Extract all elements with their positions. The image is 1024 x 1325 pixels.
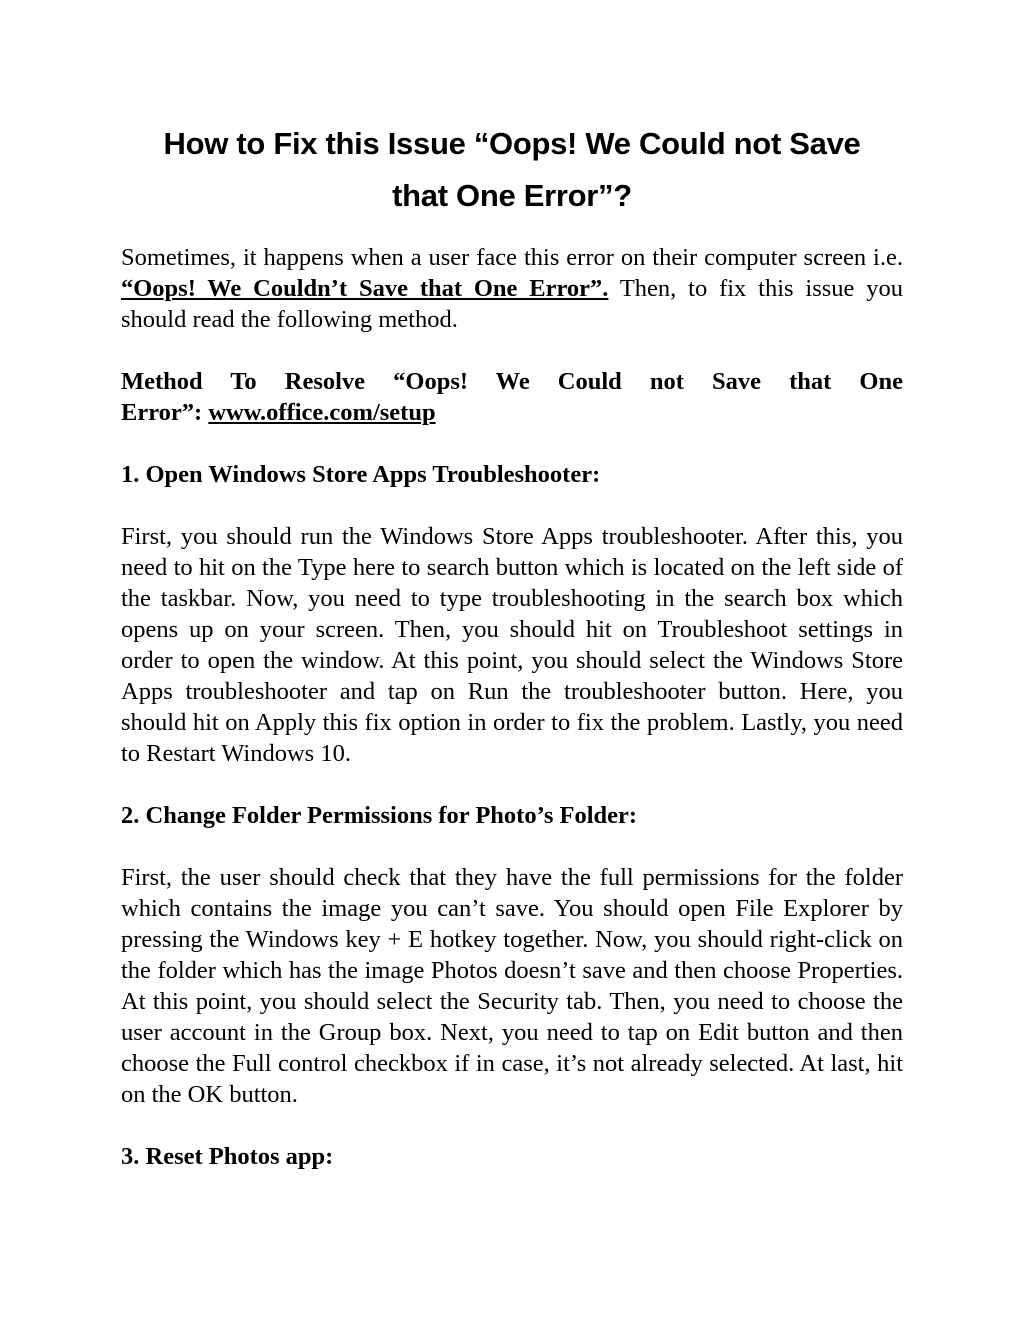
document-page xyxy=(121,118,903,1172)
title-line-2: that One Error”? xyxy=(392,178,632,213)
office-setup-link[interactable]: www.office.com/setup xyxy=(208,399,436,426)
section-heading-2: 2. Change Folder Permissions for Photo’s Folder: xyxy=(121,802,638,829)
title-line-1: How to Fix this Issue “Oops! We Could not Save xyxy=(163,126,861,161)
intro-highlight: “Oops! We Couldn’t Save that One Error”. xyxy=(121,275,609,302)
method-heading-prefix: Error”: xyxy=(121,399,203,426)
section-heading-3: 3. Reset Photos app: xyxy=(121,1143,334,1170)
method-heading xyxy=(121,366,903,428)
section-body-1: First, you should run the Windows Store Apps troubleshooter. After this, you need to hit on the Type here to search button which is located on the left side of the taskbar. Now, you need to type troubleshooting in the search box which opens up on your screen. Then, you should hit on Troubleshoot settings in order to open the window. At this point, you should select the Windows Store Apps troubleshooter and tap on Run the troubleshooter button. Here, you should hit on Apply this fix option in order to fix the problem. Lastly, you need to Restart Windows 10. xyxy=(121,523,903,767)
page-title xyxy=(81,118,943,222)
intro-text-after: Then, to fix this issue you should read the following method. xyxy=(121,275,904,333)
intro-paragraph xyxy=(121,242,903,335)
section-body-2: First, the user should check that they have the full permissions for the folder which contains the image you can’t save. You should open File Explorer by pressing the Windows key + E hotkey together. Now, you should right-click on the folder which has the image Photos doesn’t save and then choose Properties. At this point, you should select the Security tab. Then, you need to choose the user account in the Group box. Next, you need to tap on Edit button and then choose the Full control checkbox if in case, it’s not already selected. At last, hit on the OK button. xyxy=(121,864,903,1108)
section-heading-1: 1. Open Windows Store Apps Troubleshooter: xyxy=(121,461,601,488)
intro-text-before: Sometimes, it happens when a user face this error on their computer screen i.e. xyxy=(121,244,903,271)
method-heading-line-1: Method To Resolve “Oops! We Could not Save that One xyxy=(121,368,903,395)
